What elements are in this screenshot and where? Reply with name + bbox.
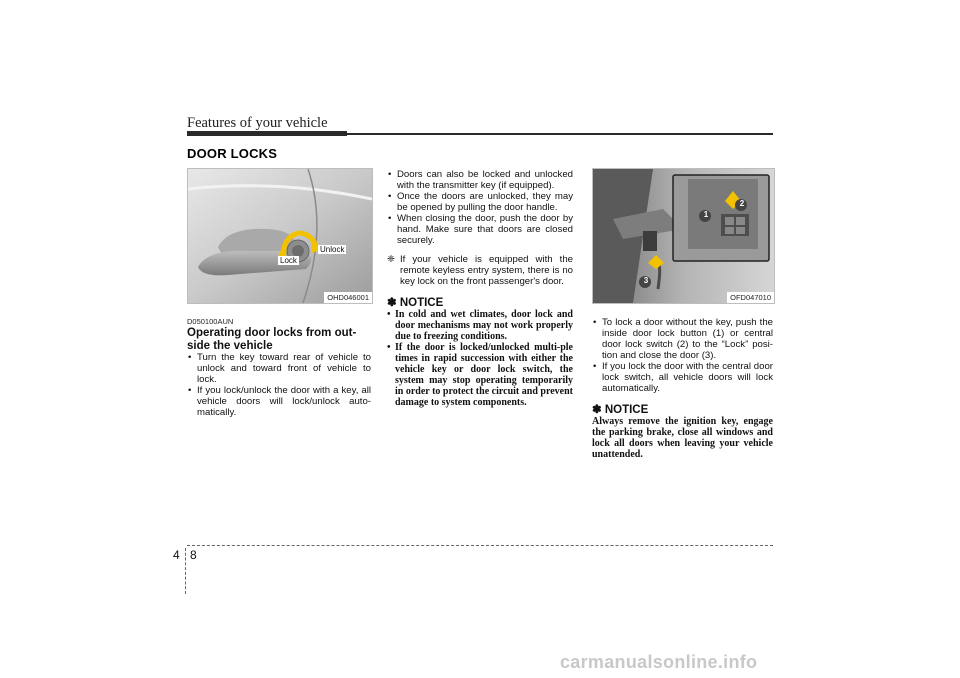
bullet-item: • If you lock the door with the central door lock switch, all vehicle doors will lock automatically. [592,361,773,394]
notice-body [387,309,573,408]
subsection-title: Operating door locks from out-side the vehicle [187,327,357,352]
column-2 [387,169,573,408]
section-title: DOOR LOCKS [187,146,278,161]
notice-heading: ✽ NOTICE [387,297,444,309]
notice-item: • If the door is locked/unlocked multi-ple times in rapid succession with either the vehicle key or door lock switch, the system may stop operating temporarily in order to protect the circuit and prevent damage to system components. [387,342,573,408]
interior-lock-illustration [592,168,775,304]
callout-3: 3 [643,276,649,285]
bullet-item: • When closing the door, push the door by hand. Make sure that doors are closed securely. [387,213,573,246]
lock-label: Lock [280,256,297,265]
header-rule [347,133,773,135]
chapter-number: 4 [173,548,180,562]
footer-rule [187,545,773,546]
image-code-right: OFD047010 [727,292,774,303]
column-3 [592,317,773,460]
callout-1: 1 [703,210,709,219]
bullet-item: • Once the doors are unlocked, they may be opened by pulling the door handle. [387,191,573,213]
notice-item: • In cold and wet climates, door lock and door mechanisms may not work properly due to freezing conditions. [387,309,573,342]
section-code: D050100AUN [187,317,234,326]
bullet-item: • Doors can also be locked and unlocked with the transmitter key (if equipped). [387,169,573,191]
image-code-left: OHD046001 [324,292,372,303]
notice-heading: ✽ NOTICE [592,404,649,416]
header-bar [187,131,347,136]
unlock-label: Unlock [320,245,345,254]
note-text: If your vehicle is equipped with the remote keyless entry system, there is no key lock on the front passenger's door. [400,254,573,287]
door-handle-illustration [187,168,373,304]
watermark: carmanualsonline.info [560,652,758,672]
bullet-item: • To lock a door without the key, push the inside door lock button (1) or central door lock switch (2) to the “Lock” posi-tion and close the door (3). [592,317,773,361]
notice-text: Always remove the ignition key, engage the parking brake, close all windows and lock all doors when leaving your vehicle unattended. [592,416,773,460]
equipment-note [387,254,573,287]
page-header-title: Features of your vehicle [187,115,328,131]
note-mark-icon: ❈ [387,254,396,265]
column-1 [187,316,371,418]
footer-divider [185,548,186,594]
page-number: 8 [190,548,197,562]
door-handle-drawing [188,169,372,303]
bullet-item: • Turn the key toward rear of vehicle to unlock and toward front of vehicle to lock. [187,352,371,385]
bullet-item: • If you lock/unlock the door with a key, all vehicle doors will lock/unlock auto-matically. [187,385,371,418]
interior-door-drawing [593,169,774,303]
callout-2: 2 [739,199,745,208]
